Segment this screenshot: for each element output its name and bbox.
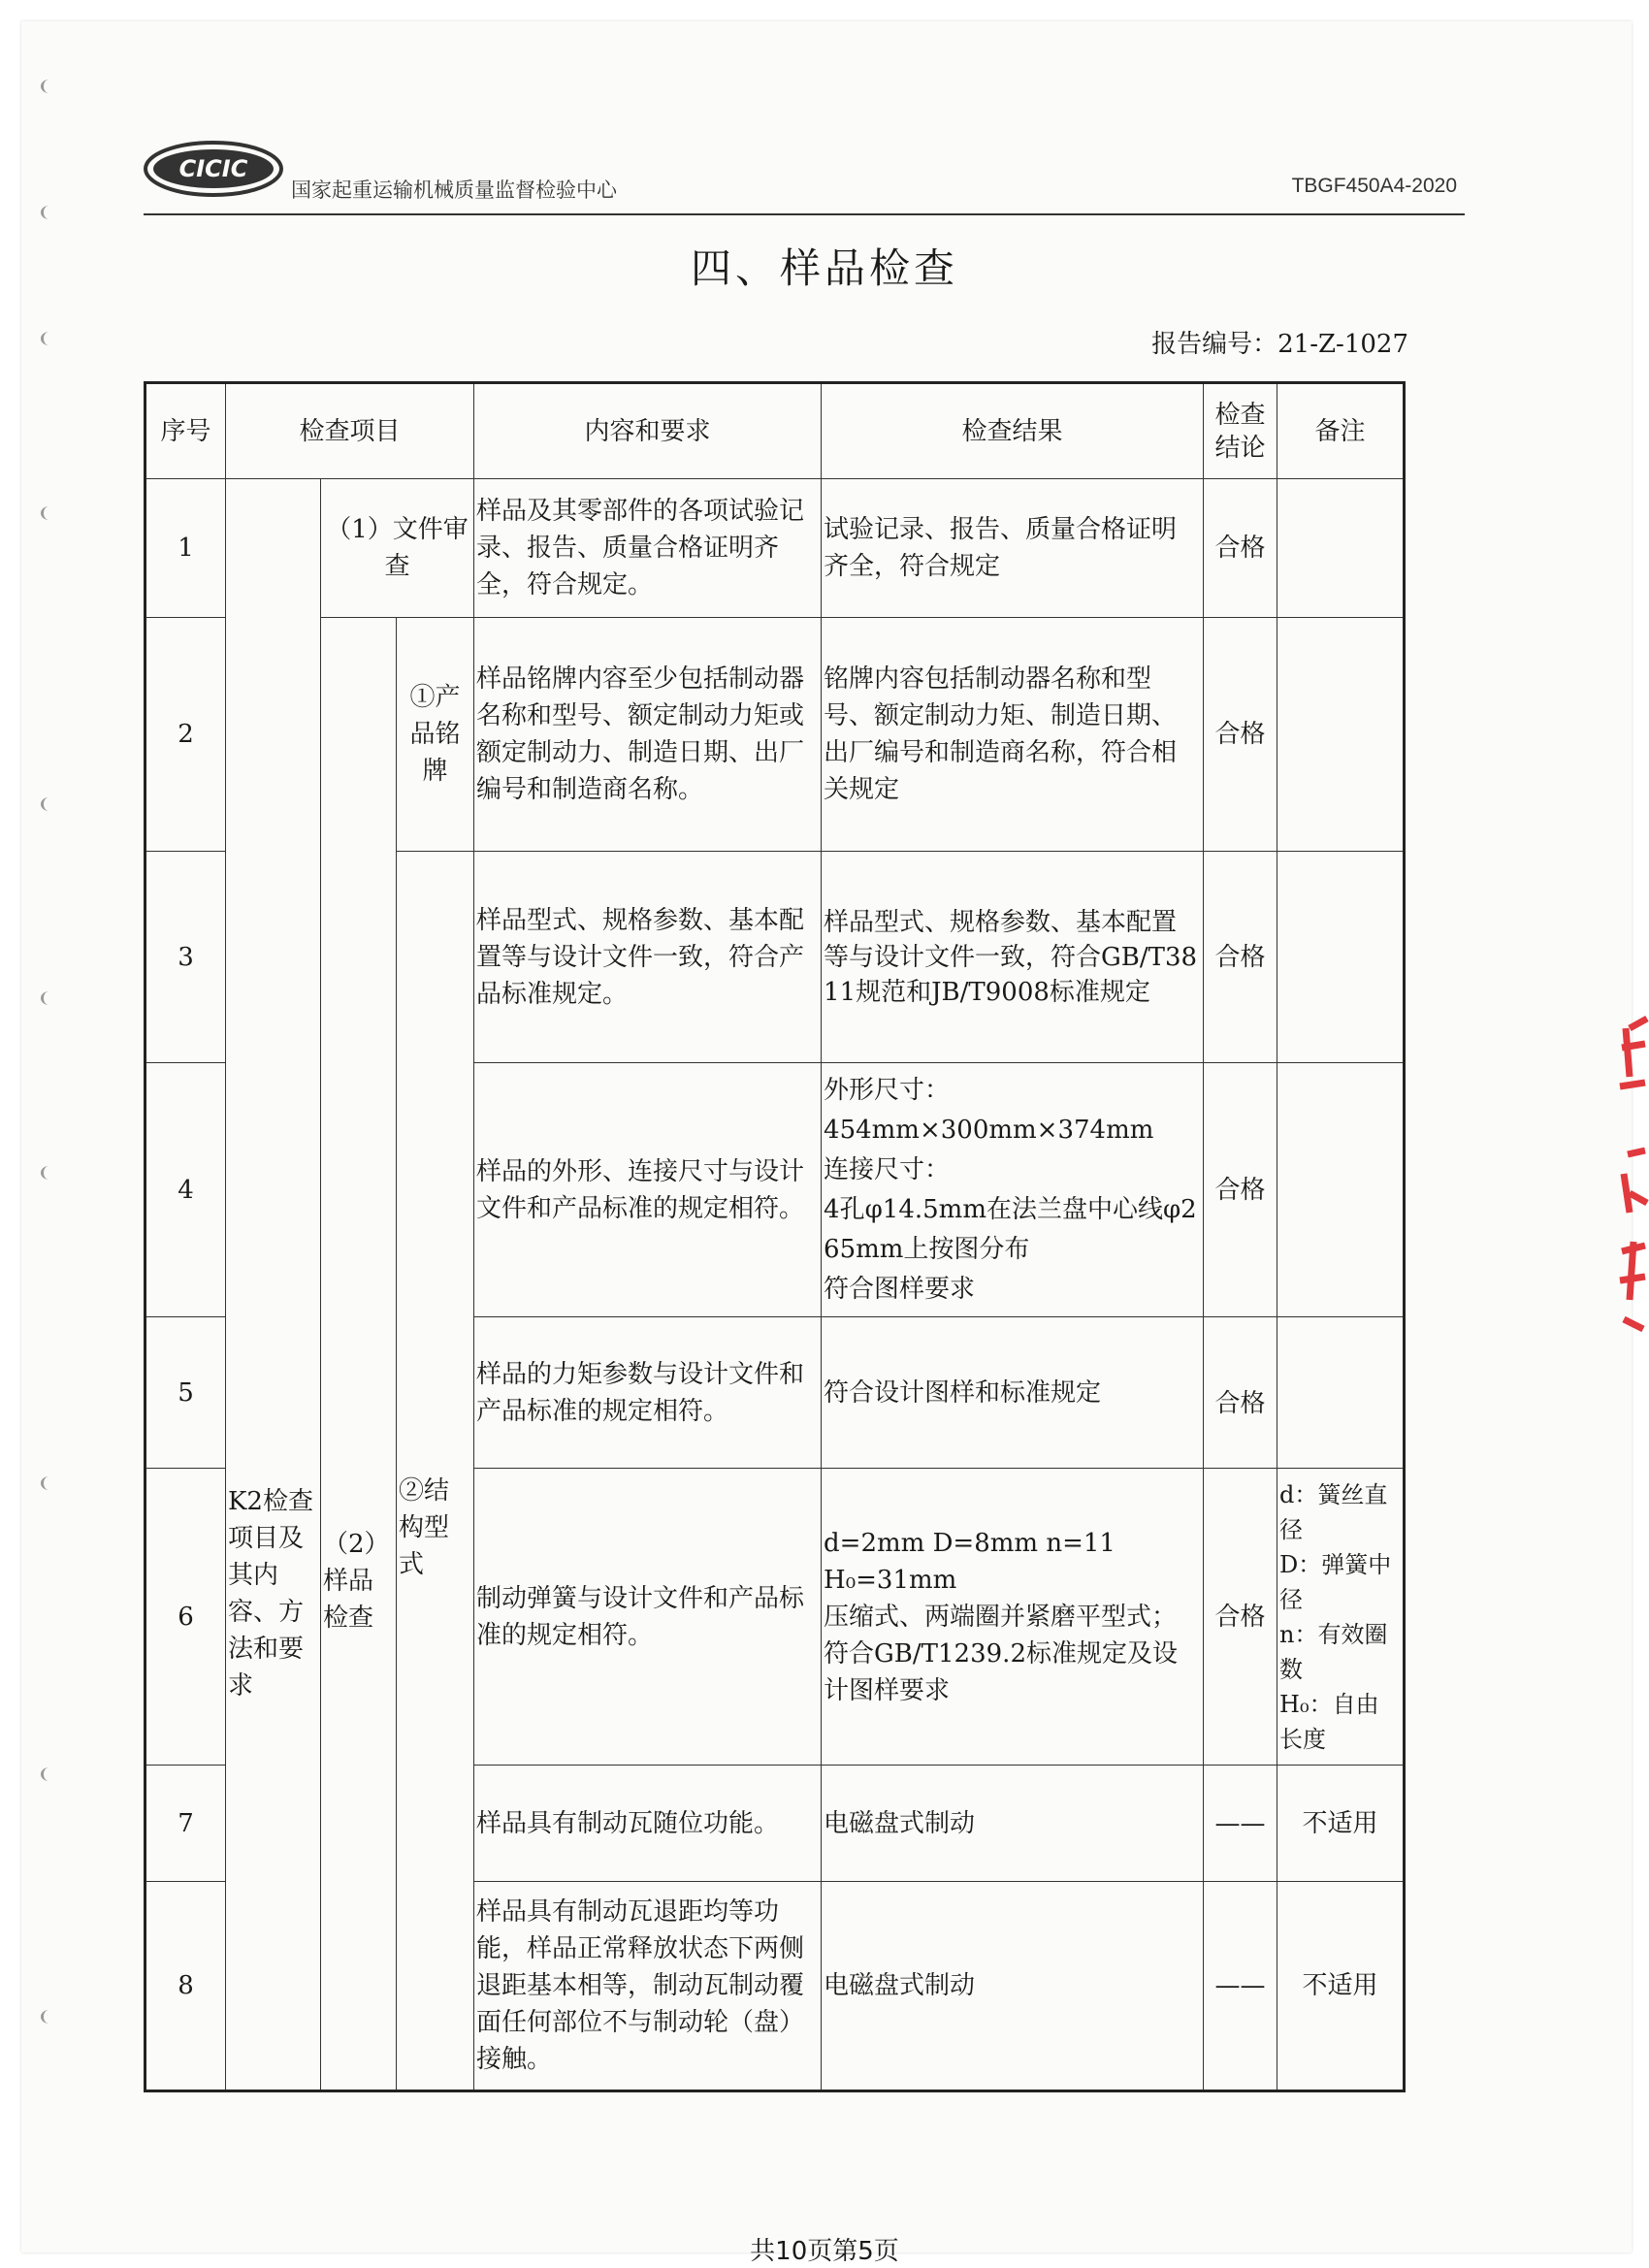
- row-remark: [1277, 1469, 1405, 1766]
- group-sample-label: （2）样品检查: [321, 618, 397, 2091]
- row-result: 符合设计图样和标准规定: [822, 1317, 1204, 1469]
- punch-hole-mark: [41, 506, 57, 520]
- row-result: [822, 1063, 1204, 1317]
- report-number: 报告编号：21-Z-1027: [1151, 330, 1408, 359]
- result-line: 连接尺寸：: [824, 1154, 951, 1184]
- row-content: 样品的力矩参数与设计文件和产品标准的规定相符。: [474, 1317, 822, 1469]
- row-seq: 1: [146, 479, 226, 618]
- punch-hole-mark: [41, 1476, 57, 1490]
- row-result: 样品型式、规格参数、基本配置等与设计文件一致，符合GB/T3811规范和JB/T9008标准规定: [822, 852, 1204, 1063]
- row-content: 样品铭牌内容至少包括制动器名称和型号、额定制动力矩或额定制动力、制造日期、出厂编号和制造商名称。: [474, 618, 822, 852]
- row-content: 样品具有制动瓦随位功能。: [474, 1766, 822, 1882]
- row-content: 样品型式、规格参数、基本配置等与设计文件一致，符合产品标准规定。: [474, 852, 822, 1063]
- org-name: 国家起重运输机械质量监督检验中心: [291, 178, 617, 202]
- header-seq: 序号: [146, 383, 226, 479]
- row-conclusion: 合格: [1204, 1317, 1277, 1469]
- inspection-table: [144, 381, 1406, 2092]
- punch-hole-mark: [41, 991, 57, 1005]
- table-row: [146, 618, 1405, 852]
- punch-hole-mark: [41, 80, 57, 93]
- remark-line: D：弹簧中径: [1279, 1550, 1392, 1613]
- page-title: 四、样品检查: [690, 244, 958, 292]
- header-content: 内容和要求: [474, 383, 822, 479]
- row-content: 制动弹簧与设计文件和产品标准的规定相符。: [474, 1469, 822, 1766]
- row-remark: [1277, 479, 1405, 618]
- punch-hole-mark: [41, 2010, 57, 2024]
- punch-hole-mark: [41, 206, 57, 219]
- group-main-label: K2检查项目及其内容、方法和要求: [226, 479, 321, 2091]
- row-conclusion: 合格: [1204, 1469, 1277, 1766]
- row-remark: 不适用: [1277, 1766, 1405, 1882]
- row-remark: [1277, 1063, 1405, 1317]
- punch-hole-mark: [41, 1767, 57, 1781]
- row-content: 样品及其零部件的各项试验记录、报告、质量合格证明齐全，符合规定。: [474, 479, 822, 618]
- punch-hole-mark: [41, 797, 57, 811]
- row-seq: 8: [146, 1882, 226, 2091]
- row-conclusion: 合格: [1204, 852, 1277, 1063]
- row-seq: 3: [146, 852, 226, 1063]
- row-remark: [1277, 618, 1405, 852]
- punch-hole-mark: [41, 1166, 57, 1180]
- row-seq: 6: [146, 1469, 226, 1766]
- result-line: 压缩式、两端圈并紧磨平型式；符合GB/T1239.2标准规定及设计图样要求: [824, 1602, 1178, 1705]
- row-conclusion: 合格: [1204, 1063, 1277, 1317]
- remark-line: d：簧丝直径: [1279, 1480, 1388, 1543]
- remark-line: H₀：自由长度: [1279, 1690, 1379, 1753]
- doc-code: TBGF450A4-2020: [1291, 175, 1457, 197]
- header-conclusion: 检查结论: [1204, 383, 1277, 479]
- sub-nameplate-label: ①产品铭牌: [397, 618, 474, 852]
- table-header-row: [146, 383, 1405, 479]
- group-doc-label: （1）文件审查: [321, 479, 474, 618]
- row-result: 试验记录、报告、质量合格证明齐全，符合规定: [822, 479, 1204, 618]
- row-result: 铭牌内容包括制动器名称和型号、额定制动力矩、制造日期、出厂编号和制造商名称，符合相关规定: [822, 618, 1204, 852]
- row-seq: 4: [146, 1063, 226, 1317]
- row-conclusion: 合格: [1204, 479, 1277, 618]
- row-result: 电磁盘式制动: [822, 1882, 1204, 2091]
- result-line: d=2mm D=8mm n=11: [824, 1528, 1116, 1558]
- punch-hole-mark: [41, 332, 57, 345]
- table-row: [146, 479, 1405, 618]
- row-conclusion: ——: [1204, 1882, 1277, 2091]
- result-line: 符合图样要求: [824, 1274, 976, 1304]
- result-line: H₀=31mm: [824, 1565, 957, 1595]
- row-result: [822, 1469, 1204, 1766]
- header-remark: 备注: [1277, 383, 1405, 479]
- row-remark: 不适用: [1277, 1882, 1405, 2091]
- page-footer: 共10页第5页: [750, 2237, 899, 2266]
- header-result: 检查结果: [822, 383, 1204, 479]
- result-line: 4孔φ14.5mm在法兰盘中心线φ265mm上按图分布: [824, 1194, 1197, 1264]
- row-content: 样品具有制动瓦退距均等功能，样品正常释放状态下两侧退距基本相等，制动瓦制动覆面任何部位不与制动轮（盘）接触。: [474, 1882, 822, 2091]
- row-remark: [1277, 852, 1405, 1063]
- header-item: 检查项目: [226, 383, 474, 479]
- result-line: 454mm×300mm×374mm: [824, 1115, 1154, 1145]
- row-result: 电磁盘式制动: [822, 1766, 1204, 1882]
- result-line: 外形尺寸：: [824, 1075, 951, 1105]
- page-header: [144, 136, 1465, 215]
- row-seq: 7: [146, 1766, 226, 1882]
- row-conclusion: 合格: [1204, 618, 1277, 852]
- cicic-logo: [144, 140, 289, 200]
- row-content: 样品的外形、连接尺寸与设计文件和产品标准的规定相符。: [474, 1063, 822, 1317]
- remark-line: n：有效圈数: [1279, 1620, 1388, 1683]
- logo-text: CICIC: [178, 155, 248, 182]
- row-seq: 2: [146, 618, 226, 852]
- sub-structure-label: ②结构型式: [397, 852, 474, 2091]
- row-remark: [1277, 1317, 1405, 1469]
- row-conclusion: ——: [1204, 1766, 1277, 1882]
- row-seq: 5: [146, 1317, 226, 1469]
